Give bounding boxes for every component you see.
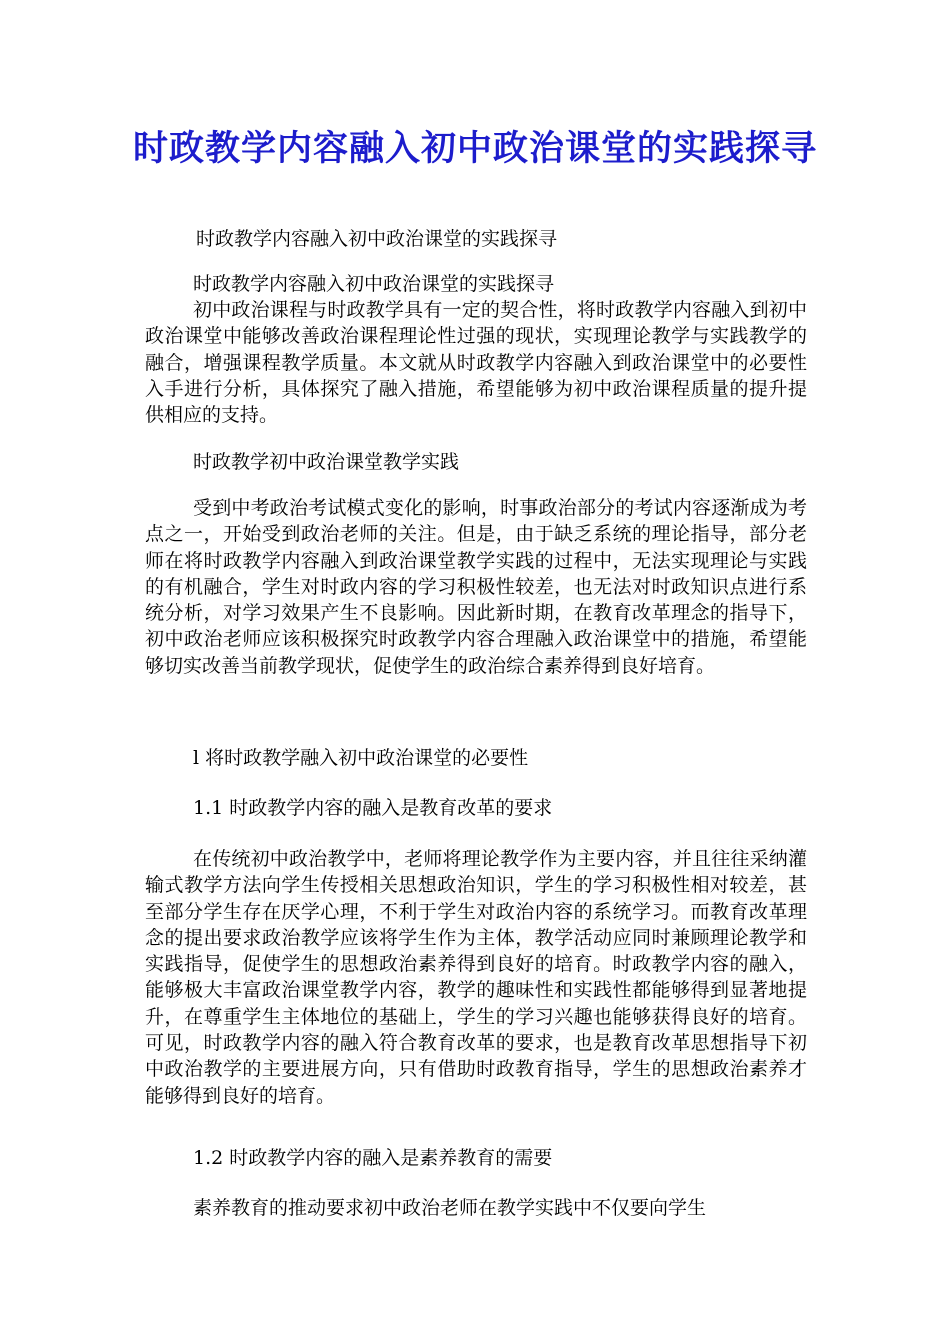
section-1-2-heading: 1.2 时政教学内容的融入是素养教育的需要 — [193, 1147, 553, 1169]
abstract-paragraph: 初中政治课程与时政教学具有一定的契合性，将时政教学内容融入到初中政治课堂中能够改善政治课程理论性过强的现状，实现理论教学与实践教学的融合，增强课程教学质量。本文就从时政教学内容融入到政治课堂中的必要性入手进行分析，具体探究了融入措施，希望能够为初中政治课程质量的提升提供相应的支持。 — [145, 299, 807, 427]
document-title: 时政教学内容融入初中政治课堂的实践探寻 — [132, 129, 817, 169]
section-1-1-paragraph: 在传统初中政治教学中，老师将理论教学作为主要内容，并且往往采纳灌输式教学方法向学生传授相关思想政治知识，学生的学习积极性相对较差，甚至部分学生存在厌学心理，不利于学生对政治内容的系统学习。而教育改革理念的提出要求政治教学应该将学生作为主体，教学活动应同时兼顾理论教学和实践指导，促使学生的思想政治素养得到良好的培育。时政教学内容的融入，能够极大丰富政治课堂教学内容，教学的趣味性和实践性都能够得到显著地提升，在尊重学生主体地位的基础上，学生的学习兴趣也能够获得良好的培育。可见，时政教学内容的融入符合教育改革的要求，也是教育改革思想指导下初中政治教学的主要进展方向，只有借助时政教育指导，学生的思想政治素养才能够得到良好的培育。 — [145, 848, 807, 1107]
section-1-heading: l 将时政教学融入初中政治课堂的必要性 — [193, 747, 529, 769]
abstract-heading: 时政教学内容融入初中政治课堂的实践探寻 — [193, 273, 555, 295]
keywords-line: 时政教学初中政治课堂教学实践 — [193, 451, 460, 473]
section-1-2-paragraph: 素养教育的推动要求初中政治老师在教学实践中不仅要向学生 — [193, 1197, 707, 1219]
document-subtitle: 时政教学内容融入初中政治课堂的实践探寻 — [196, 228, 558, 250]
section-1-1-heading: 1.1 时政教学内容的融入是教育改革的要求 — [193, 797, 553, 819]
intro-paragraph: 受到中考政治考试模式变化的影响，时事政治部分的考试内容逐渐成为考点之一，开始受到政治老师的关注。但是，由于缺乏系统的理论指导，部分老师在将时政教学内容融入到政治课堂教学实践的过程中，无法实现理论与实践的有机融合，学生对时政内容的学习积极性较差，也无法对时政知识点进行系统分析，对学习效果产生不良影响。因此新时期，在教育改革理念的指导下，初中政治老师应该积极探究时政教学内容合理融入政治课堂中的措施，希望能够切实改善当前教学现状，促使学生的政治综合素养得到良好培育。 — [145, 497, 807, 677]
